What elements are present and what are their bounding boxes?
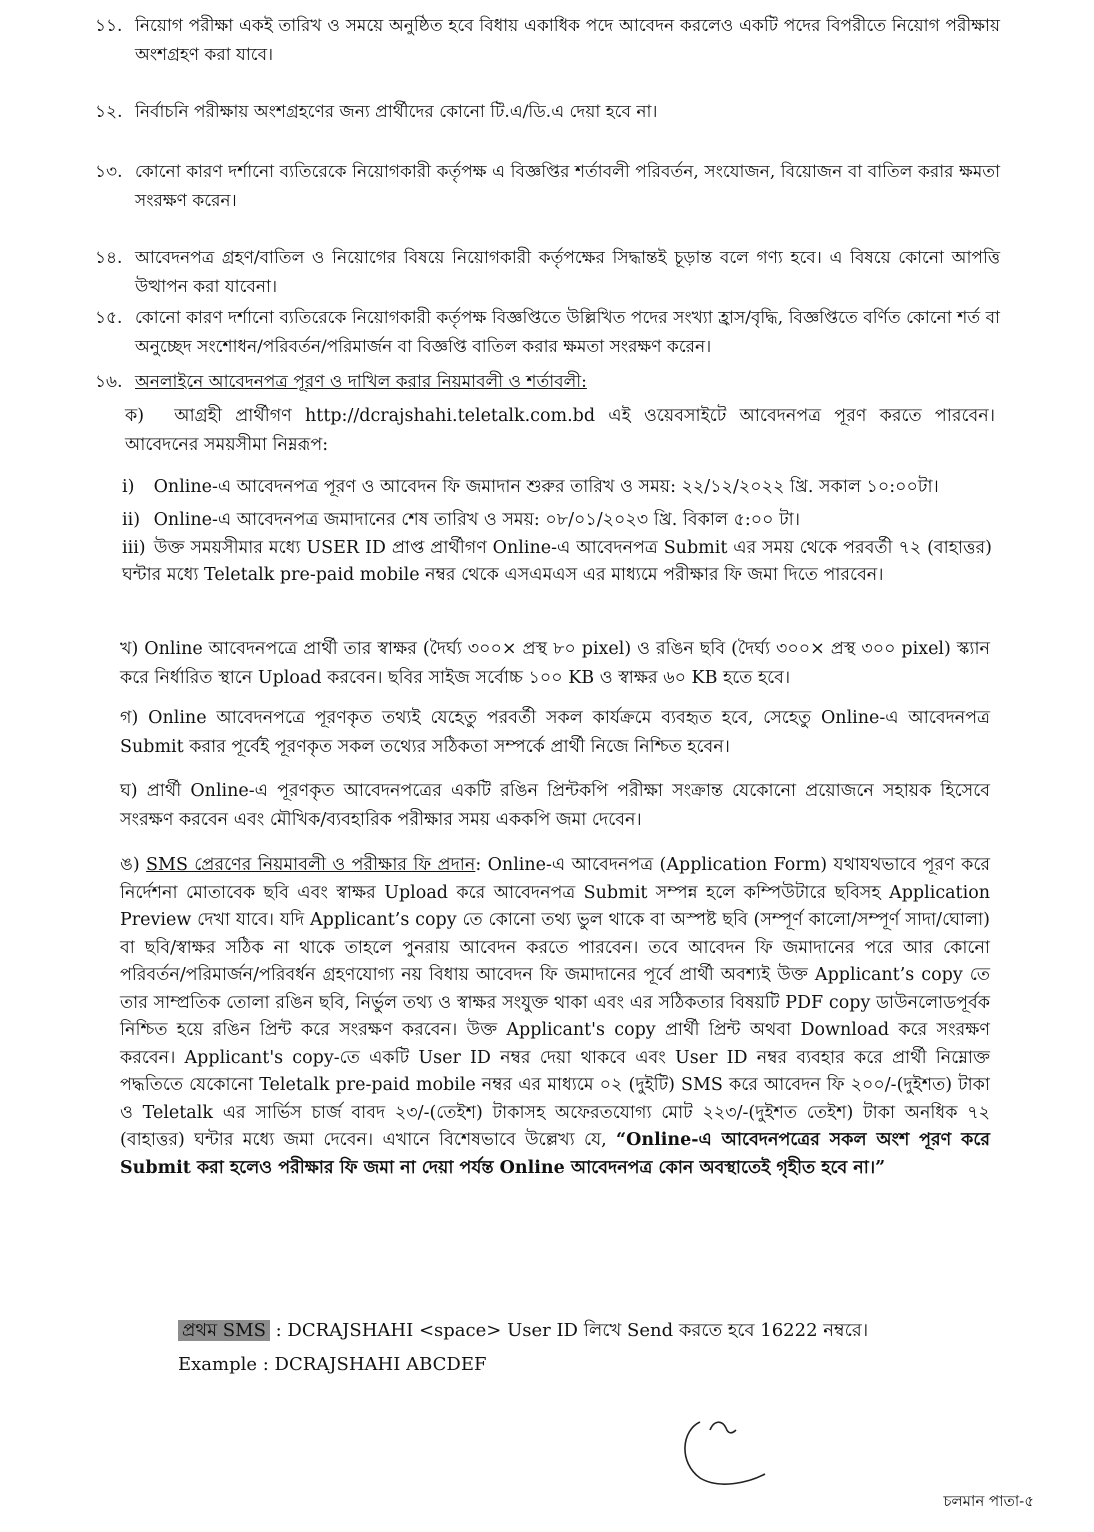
sub-label: ঘ) xyxy=(120,781,138,801)
clause-text: আবেদনপত্র গ্রহণ/বাতিল ও নিয়োগের বিষয়ে নিয়োগকারী কর্তৃপক্ষের সিদ্ধান্তই চূড়ান্ত বলে গণ্য হবে। এ বিষয়ে কোনো আপত্তি উত্থাপন করা যাবেনা। xyxy=(135,248,1000,297)
timeline-i xyxy=(122,474,992,501)
sub-clause-umo xyxy=(120,852,990,1182)
clause-number: ১২. xyxy=(95,102,123,122)
clause-text: নির্বাচনি পরীক্ষায় অংশগ্রহণের জন্য প্রার্থীদের কোনো টি.এ/ডি.এ দেয়া হবে না। xyxy=(135,102,658,122)
example-text: : DCRAJSHAHI ABCDEF xyxy=(262,1354,487,1375)
timeline-label: ii) xyxy=(122,510,141,530)
example-label: Example xyxy=(178,1354,258,1375)
timeline-ii xyxy=(122,507,992,534)
sub-text: : Online-এ আবেদনপত্র (Application Form) যথাযথভাবে পূরণ করে নির্দেশনা মোতাবেক ছবি এবং স্বাক্ষর Upload করে আবেদনপত্র Submit সম্পন্ন হলে কম্পিউটারে ছবিসহ Application Preview দেখা যাবে। যদি Applicant’s copy তে কোনো তথ্য ভুল থাকে বা অস্পষ্ট ছবি (সম্পূর্ণ কালো/সম্পূর্ণ সাদা/ঘোলা) বা ছবি/স্বাক্ষর সঠিক না থাকে তাহলে পুনরায় আবেদন করতে পারবেন। তবে আবেদন ফি জমাদানের পরে আর কোনো পরিবর্তন/পরিমার্জন/পরিবর্ধন গ্রহণযোগ্য নয় বিধায় আবেদন ফি জমাদানের পূর্বে প্রার্থী অবশ্যই উক্ত Applicant’s copy তে তার সাম্প্রতিক তোলা রঙিন ছবি, নির্ভুল তথ্য ও স্বাক্ষর সংযুক্ত থাকা এবং এর সঠিকতার বিষয়টি PDF copy ডাউনলোডপূর্বক নিশ্চিত হয়ে রঙিন প্রিন্ট করে সংরক্ষণ করবেন। উক্ত Applicant's copy প্রার্থী প্রিন্ট অথবা Download করে সংরক্ষণ করবেন। Applicant's copy-তে একটি User ID নম্বর দেয়া থাকবে এবং User ID নম্বর ব্যবহার করে প্রার্থী নিম্নোক্ত পদ্ধতিতে যেকোনো Teletalk pre-paid mobile নম্বর এর মাধ্যমে ০২ (দুইটি) SMS করে আবেদন ফি ২০০/-(দুইশত) টাকা ও Teletalk এর সার্ভিস চার্জ বাবদ ২৩/-(তেইশ) টাকাসহ অফেরতযোগ্য মোট ২২৩/-(দুইশত তেইশ) টাকা অনধিক ৭২ (বাহাত্তর) ঘন্টার মধ্যে জমা দেবেন। এখানে বিশেষভাবে উল্লেখ্য যে, xyxy=(120,855,990,1150)
clause-heading: অনলাইনে আবেদনপত্র পূরণ ও দাখিল করার নিয়মাবলী ও শর্তাবলী: xyxy=(135,372,587,392)
timeline-iii xyxy=(122,535,992,589)
sub-text: Online আবেদনপত্রে প্রার্থী তার স্বাক্ষর (দৈর্ঘ্য ৩০০× প্রস্থ ৮০ pixel) ও রঙিন ছবি (দৈর্ঘ্য ৩০০× প্রস্থ ৩০০ pixel) স্ক্যান করে নির্ধারিত স্থানে Upload করবেন। ছবির সাইজ সর্বোচ্চ ১০০ KB ও স্বাক্ষর ৬০ KB হতে হবে। xyxy=(120,639,990,688)
clause-11 xyxy=(95,12,1000,70)
timeline-text: Online-এ আবেদনপত্র পূরণ ও আবেদন ফি জমাদান শুরুর তারিখ ও সময়: ২২/১২/২০২২ খ্রি. সকাল ১০:০০টা। xyxy=(153,477,939,497)
sub-label: ক) xyxy=(125,406,145,426)
clause-12 xyxy=(95,98,1000,127)
timeline-label: i) xyxy=(122,477,135,497)
sub-text: আগ্রহী প্রার্থীগণ http://dcrajshahi.teletalk.com.bd এই ওয়েবসাইটে আবেদনপত্র পূরণ করতে পারবেন। আবেদনের সময়সীমা নিম্নরূপ: xyxy=(125,406,995,455)
sub-label: ঙ) xyxy=(120,855,140,875)
timeline-text: উক্ত সময়সীমার মধ্যে USER ID প্রাপ্ত প্রার্থীগণ Online-এ আবেদনপত্র Submit এর সময় থেকে পরবর্তী ৭২ (বাহাত্তর) ঘন্টার মধ্যে Teletalk pre-paid mobile নম্বর থেকে এসএমএস এর মাধ্যমে পরীক্ষার ফি জমা দিতে পারবেন। xyxy=(122,538,992,585)
sub-clause-ka xyxy=(125,402,995,460)
clause-15 xyxy=(95,304,1000,362)
sub-label: খ) xyxy=(120,639,139,659)
page-footer: চলমান পাতা-৫ xyxy=(943,1492,1034,1510)
sub-clause-kha xyxy=(120,635,990,693)
clause-number: ১৬. xyxy=(95,372,123,392)
bold-quote: “Online-এ আবেদনপত্রের সকল অংশ পূরণ করে Submit করা হলেও পরীক্ষার ফি জমা না দেয়া পর্যন্ত Online আবেদনপত্র কোন অবস্থাতেই গৃহীত হবে না।” xyxy=(120,1130,990,1178)
sub-heading: SMS প্রেরণের নিয়মাবলী ও পরীক্ষার ফি প্রদান xyxy=(146,855,476,875)
example-line xyxy=(178,1350,486,1380)
timeline-label: iii) xyxy=(122,538,146,558)
clause-text: কোনো কারণ দর্শানো ব্যতিরেকে নিয়োগকারী কর্তৃপক্ষ বিজ্ঞপ্তিতে উল্লিখিত পদের সংখ্যা হ্রাস/বৃদ্ধি, বিজ্ঞপ্তিতে বর্ণিত কোনো শর্ত বা অনুচ্ছেদ সংশোধন/পরিবর্তন/পরিমার্জন বা বিজ্ঞপ্তি বাতিল করার ক্ষমতা সংরক্ষণ করেন। xyxy=(135,308,1000,357)
clause-text: কোনো কারণ দর্শানো ব্যতিরেকে নিয়োগকারী কর্তৃপক্ষ এ বিজ্ঞপ্তির শর্তাবলী পরিবর্তন, সংযোজন, বিয়োজন বা বাতিল করার ক্ষমতা সংরক্ষণ করেন। xyxy=(135,162,1000,211)
sms-text: : DCRAJSHAHI <space> User ID লিখে Send করতে হবে 16222 নম্বরে। xyxy=(275,1320,869,1341)
sub-text: Online আবেদনপত্রে পূরণকৃত তথ্যই যেহেতু পরবর্তী সকল কার্যক্রমে ব্যবহৃত হবে, সেহেতু Online-এ আবেদনপত্র Submit করার পূর্বেই পূরণকৃত সকল তথ্যের সঠিকতা সম্পর্কে প্রার্থী নিজে নিশ্চিত হবেন। xyxy=(120,708,990,757)
clause-14 xyxy=(95,244,1000,302)
sms-label: প্রথম SMS xyxy=(178,1320,270,1341)
sub-text: প্রার্থী Online-এ পূরণকৃত আবেদনপত্রের একটি রঙিন প্রিন্টকপি পরীক্ষা সংক্রান্ত যেকোনো প্রয়োজনে সহায়ক হিসেবে সংরক্ষণ করবেন এবং মৌখিক/ব্যবহারিক পরীক্ষার সময় এককপি জমা দেবেন। xyxy=(120,781,990,830)
signature-mark xyxy=(670,1400,790,1490)
clause-number: ১৪. xyxy=(95,248,123,268)
sms-line xyxy=(178,1316,868,1346)
timeline-text: Online-এ আবেদনপত্র জমাদানের শেষ তারিখ ও সময়: ০৮/০১/২০২৩ খ্রি. বিকাল ৫:০০ টা। xyxy=(153,510,800,530)
clause-text: নিয়োগ পরীক্ষা একই তারিখ ও সময়ে অনুষ্ঠিত হবে বিধায় একাধিক পদে আবেদন করলেও একটি পদের বিপরীতে নিয়োগ পরীক্ষায় অংশগ্রহণ করা যাবে। xyxy=(135,16,1000,65)
sub-clause-gha xyxy=(120,777,990,835)
clause-number: ১১. xyxy=(95,16,123,36)
clause-16 xyxy=(95,368,1000,397)
sub-label: গ) xyxy=(120,708,139,728)
clause-number: ১৫. xyxy=(95,308,123,328)
clause-13 xyxy=(95,158,1000,216)
sub-clause-ga xyxy=(120,704,990,762)
clause-number: ১৩. xyxy=(95,162,123,182)
